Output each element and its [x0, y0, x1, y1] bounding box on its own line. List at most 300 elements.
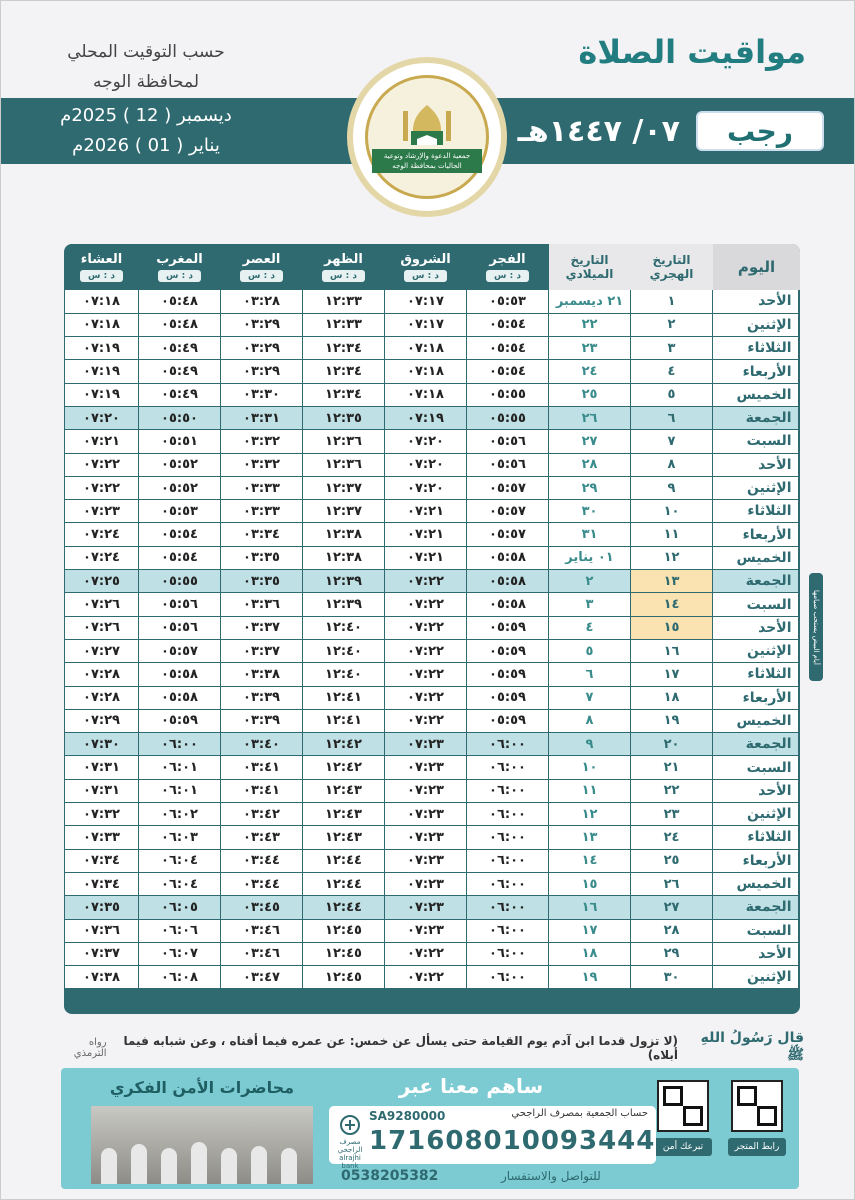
isha-time-cell: ٠٧:٢٢: [65, 476, 139, 499]
hadith-speaker: قال رَسُولُ اللهِ ﷺ: [700, 1030, 804, 1063]
fajr-time-cell: ٠٥:٥٧: [467, 523, 549, 546]
isha-time-cell: ٠٧:٢١: [65, 430, 139, 453]
dhuhr-time-cell: ١٢:٤٥: [303, 919, 385, 942]
greg-line2: يناير ( 01 ) 2026م: [72, 135, 220, 156]
local-time-line2: لمحافظة الوجه: [92, 72, 200, 92]
footer-banner: [61, 1068, 799, 1189]
isha-time-cell: ٠٧:٣٤: [65, 849, 139, 872]
col-maghrib: المغرب د : س: [139, 244, 221, 290]
maghrib-time-cell: ٠٥:٥٩: [139, 709, 221, 732]
shuruq-time-cell: ٠٧:١٧: [385, 290, 467, 313]
isha-time-cell: ٠٧:٣١: [65, 779, 139, 802]
lecture-title: محاضرات الأمن الفكري: [109, 1078, 295, 1097]
col-hijri: التاريخ الهجري: [631, 244, 713, 290]
table-row: [65, 663, 801, 686]
asr-time-cell: ٠٣:٤١: [221, 756, 303, 779]
hijri-date-cell: ١٠: [631, 500, 713, 523]
asr-time-cell: ٠٣:٤٦: [221, 942, 303, 965]
day-cell: الخميس: [713, 872, 801, 895]
day-cell: الثلاثاء: [713, 826, 801, 849]
mosque-icon: [397, 101, 457, 149]
day-cell: الأحد: [713, 290, 801, 313]
day-cell: الإثنين: [713, 476, 801, 499]
day-cell: الثلاثاء: [713, 663, 801, 686]
isha-time-cell: ٠٧:٢٦: [65, 593, 139, 616]
fajr-time-cell: ٠٦:٠٠: [467, 803, 549, 826]
dhuhr-time-cell: ١٢:٤٠: [303, 616, 385, 639]
dhuhr-time-cell: ١٢:٣٦: [303, 430, 385, 453]
gregorian-date-cell: ١٤: [549, 849, 631, 872]
shuruq-time-cell: ٠٧:٢٢: [385, 966, 467, 989]
fajr-time-cell: ٠٥:٥٦: [467, 430, 549, 453]
asr-time-cell: ٠٣:٢٩: [221, 337, 303, 360]
col-asr: العصر د : س: [221, 244, 303, 290]
asr-time-cell: ٠٣:٣٤: [221, 523, 303, 546]
day-cell: الأحد: [713, 942, 801, 965]
table-row: [65, 430, 801, 453]
fajr-time-cell: ٠٥:٥٤: [467, 337, 549, 360]
gregorian-months: [41, 99, 251, 165]
table-row: [65, 593, 801, 616]
fajr-time-cell: ٠٥:٥٨: [467, 546, 549, 569]
asr-time-cell: ٠٣:٣٣: [221, 500, 303, 523]
isha-time-cell: ٠٧:٢٠: [65, 406, 139, 429]
fajr-time-cell: ٠٦:٠٠: [467, 919, 549, 942]
hijri-date-cell: ٢١: [631, 756, 713, 779]
fajr-time-cell: ٠٥:٥٩: [467, 616, 549, 639]
day-cell: الجمعة: [713, 570, 801, 593]
maghrib-time-cell: ٠٥:٤٨: [139, 313, 221, 336]
gregorian-date-cell: ٢٥: [549, 383, 631, 406]
shuruq-time-cell: ٠٧:١٨: [385, 383, 467, 406]
isha-time-cell: ٠٧:١٨: [65, 313, 139, 336]
asr-time-cell: ٠٣:٣٥: [221, 546, 303, 569]
hijri-date-cell: ٢٠: [631, 733, 713, 756]
table-row: [65, 756, 801, 779]
hijri-date-cell: ٣: [631, 337, 713, 360]
asr-time-cell: ٠٣:٢٨: [221, 290, 303, 313]
day-cell: الأحد: [713, 779, 801, 802]
dhuhr-time-cell: ١٢:٣٨: [303, 546, 385, 569]
gregorian-date-cell: ٢٨: [549, 453, 631, 476]
maghrib-time-cell: ٠٦:٠١: [139, 756, 221, 779]
shuruq-time-cell: ٠٧:٢٣: [385, 826, 467, 849]
hijri-date-cell: ٢٩: [631, 942, 713, 965]
asr-time-cell: ٠٣:٣٨: [221, 663, 303, 686]
dhuhr-time-cell: ١٢:٤٥: [303, 942, 385, 965]
dhuhr-time-cell: ١٢:٣٥: [303, 406, 385, 429]
isha-time-cell: ٠٧:٣١: [65, 756, 139, 779]
asr-time-cell: ٠٣:٤١: [221, 779, 303, 802]
gregorian-date-cell: ٢٣: [549, 337, 631, 360]
table-row: [65, 803, 801, 826]
day-cell: الخميس: [713, 709, 801, 732]
dhuhr-time-cell: ١٢:٤٢: [303, 756, 385, 779]
maghrib-time-cell: ٠٥:٤٩: [139, 383, 221, 406]
gregorian-date-cell: ٢٩: [549, 476, 631, 499]
bank-account-box: [329, 1106, 656, 1170]
shuruq-time-cell: ٠٧:٢١: [385, 523, 467, 546]
day-cell: الخميس: [713, 546, 801, 569]
store-qr-code[interactable]: [731, 1080, 783, 1132]
isha-time-cell: ٠٧:٢٤: [65, 523, 139, 546]
gregorian-date-cell: ٦: [549, 663, 631, 686]
fajr-time-cell: ٠٦:٠٠: [467, 826, 549, 849]
asr-time-cell: ٠٣:٣٩: [221, 709, 303, 732]
maghrib-time-cell: ٠٥:٥٣: [139, 500, 221, 523]
dhuhr-time-cell: ١٢:٣٣: [303, 313, 385, 336]
table-row: [65, 826, 801, 849]
phone-number[interactable]: 0538205382: [341, 1168, 439, 1184]
isha-time-cell: ٠٧:٢٤: [65, 546, 139, 569]
dhuhr-time-cell: ١٢:٣٧: [303, 500, 385, 523]
dhuhr-time-cell: ١٢:٤٣: [303, 779, 385, 802]
gregorian-date-cell: ٢١ ديسمبر: [549, 290, 631, 313]
asr-time-cell: ٠٣:٣٦: [221, 593, 303, 616]
maghrib-time-cell: ٠٦:٠٤: [139, 849, 221, 872]
hadith-text: (لا تزول قدما ابن آدم يوم القيامة حتى يسأل عن خمس: عن عمره فيما أفناه ، وعن شبابه فيما أبلاه): [123, 1034, 678, 1062]
table-row: [65, 313, 801, 336]
asr-time-cell: ٠٣:٣٢: [221, 430, 303, 453]
gregorian-date-cell: ١٧: [549, 919, 631, 942]
table-row: [65, 709, 801, 732]
col-isha: العشاء د : س: [65, 244, 139, 290]
maghrib-time-cell: ٠٦:٠٢: [139, 803, 221, 826]
table-row: [65, 919, 801, 942]
shuruq-time-cell: ٠٧:٢٣: [385, 919, 467, 942]
day-cell: السبت: [713, 919, 801, 942]
shuruq-time-cell: ٠٧:٢٢: [385, 570, 467, 593]
maghrib-time-cell: ٠٦:٠٠: [139, 733, 221, 756]
maghrib-time-cell: ٠٥:٥٨: [139, 663, 221, 686]
gregorian-date-cell: ٢٦: [549, 406, 631, 429]
isha-time-cell: ٠٧:٣٤: [65, 872, 139, 895]
day-cell: الأحد: [713, 453, 801, 476]
hijri-date-cell: ٢٨: [631, 919, 713, 942]
hijri-date-cell: ١٥: [631, 616, 713, 639]
shuruq-time-cell: ٠٧:٢١: [385, 546, 467, 569]
day-cell: الخميس: [713, 383, 801, 406]
prayer-table: [64, 244, 800, 1014]
shuruq-time-cell: ٠٧:٢٣: [385, 872, 467, 895]
donate-title: ساهم معنا عبر: [398, 1074, 544, 1098]
fajr-time-cell: ٠٥:٥٧: [467, 476, 549, 499]
hijri-date-cell: ٢٦: [631, 872, 713, 895]
hijri-date-cell: ١٦: [631, 639, 713, 662]
isha-time-cell: ٠٧:٣٠: [65, 733, 139, 756]
gregorian-date-cell: ٨: [549, 709, 631, 732]
isha-time-cell: ٠٧:١٨: [65, 290, 139, 313]
shuruq-time-cell: ٠٧:٢٣: [385, 779, 467, 802]
donate-qr-code[interactable]: [657, 1080, 709, 1132]
dhuhr-time-cell: ١٢:٣٤: [303, 337, 385, 360]
hijri-date-cell: ١١: [631, 523, 713, 546]
fajr-time-cell: ٠٦:٠٠: [467, 896, 549, 919]
table-row: [65, 453, 801, 476]
dhuhr-time-cell: ١٢:٣٩: [303, 593, 385, 616]
page-title: مواقيت الصلاة: [578, 33, 806, 71]
shuruq-time-cell: ٠٧:٢٢: [385, 639, 467, 662]
account-number: 171608010093444: [369, 1126, 656, 1156]
shuruq-time-cell: ٠٧:٢٢: [385, 593, 467, 616]
gregorian-date-cell: ١٠: [549, 756, 631, 779]
fajr-time-cell: ٠٥:٥٩: [467, 686, 549, 709]
asr-time-cell: ٠٣:٤٤: [221, 872, 303, 895]
hadith-source: رواه الترمذي: [73, 1037, 107, 1059]
shuruq-time-cell: ٠٧:٢٢: [385, 942, 467, 965]
table-row: [65, 733, 801, 756]
shuruq-time-cell: ٠٧:٢٣: [385, 849, 467, 872]
asr-time-cell: ٠٣:٣٧: [221, 616, 303, 639]
table-row: [65, 383, 801, 406]
shuruq-time-cell: ٠٧:٢١: [385, 500, 467, 523]
hijri-year: ٠٧/ ١٤٤٧هـ: [517, 113, 680, 149]
gregorian-date-cell: ٢: [549, 570, 631, 593]
day-cell: الإثنين: [713, 803, 801, 826]
local-time-line1: حسب التوقيت المحلي: [67, 42, 225, 62]
hijri-date-cell: ٣٠: [631, 966, 713, 989]
gregorian-date-cell: ٢٧: [549, 430, 631, 453]
hijri-date-cell: ٥: [631, 383, 713, 406]
hijri-date-cell: ١٨: [631, 686, 713, 709]
iban-prefix: SA9280000: [369, 1109, 446, 1123]
hijri-date-cell: ٢٥: [631, 849, 713, 872]
shuruq-time-cell: ٠٧:٢٣: [385, 756, 467, 779]
shuruq-time-cell: ٠٧:٢٢: [385, 663, 467, 686]
hijri-date-cell: ٢٧: [631, 896, 713, 919]
maghrib-time-cell: ٠٥:٤٩: [139, 337, 221, 360]
hijri-date-cell: ٢٤: [631, 826, 713, 849]
isha-time-cell: ٠٧:٣٧: [65, 942, 139, 965]
hijri-date-cell: ٢: [631, 313, 713, 336]
isha-time-cell: ٠٧:٢٧: [65, 639, 139, 662]
hijri-date-cell: ١: [631, 290, 713, 313]
fajr-time-cell: ٠٥:٥٩: [467, 639, 549, 662]
asr-time-cell: ٠٣:٤٠: [221, 733, 303, 756]
day-cell: السبت: [713, 756, 801, 779]
fajr-time-cell: ٠٥:٥٨: [467, 593, 549, 616]
dhuhr-time-cell: ١٢:٣٧: [303, 476, 385, 499]
table-row: [65, 942, 801, 965]
gregorian-date-cell: ٩: [549, 733, 631, 756]
dhuhr-time-cell: ١٢:٤٣: [303, 803, 385, 826]
dhuhr-time-cell: ١٢:٣٤: [303, 383, 385, 406]
table-row: [65, 360, 801, 383]
fajr-time-cell: ٠٦:٠٠: [467, 872, 549, 895]
isha-time-cell: ٠٧:٣٢: [65, 803, 139, 826]
gregorian-date-cell: ٢٤: [549, 360, 631, 383]
hijri-date-cell: ٢٢: [631, 779, 713, 802]
asr-time-cell: ٠٣:٤٣: [221, 826, 303, 849]
isha-time-cell: ٠٧:٢٨: [65, 663, 139, 686]
table-row: [65, 686, 801, 709]
day-cell: السبت: [713, 593, 801, 616]
isha-time-cell: ٠٧:٢٦: [65, 616, 139, 639]
asr-time-cell: ٠٣:٤٢: [221, 803, 303, 826]
shuruq-time-cell: ٠٧:٢٠: [385, 453, 467, 476]
hijri-date-cell: ١٣: [631, 570, 713, 593]
asr-time-cell: ٠٣:٣٧: [221, 639, 303, 662]
hijri-date-cell: ٢٣: [631, 803, 713, 826]
maghrib-time-cell: ٠٦:٠٤: [139, 872, 221, 895]
fajr-time-cell: ٠٥:٥٥: [467, 406, 549, 429]
fajr-time-cell: ٠٦:٠٠: [467, 756, 549, 779]
day-cell: الأربعاء: [713, 849, 801, 872]
asr-time-cell: ٠٣:٣٠: [221, 383, 303, 406]
lecture-photo: [91, 1106, 313, 1184]
col-dhuhr: الظهر د : س: [303, 244, 385, 290]
day-cell: الأربعاء: [713, 360, 801, 383]
gregorian-date-cell: ٣: [549, 593, 631, 616]
maghrib-time-cell: ٠٥:٥٦: [139, 593, 221, 616]
hijri-date-cell: ٨: [631, 453, 713, 476]
shuruq-time-cell: ٠٧:١٨: [385, 337, 467, 360]
isha-time-cell: ٠٧:٣٦: [65, 919, 139, 942]
fajr-time-cell: ٠٥:٥٨: [467, 570, 549, 593]
asr-time-cell: ٠٣:٣٢: [221, 453, 303, 476]
maghrib-time-cell: ٠٥:٥٢: [139, 476, 221, 499]
isha-time-cell: ٠٧:٢٨: [65, 686, 139, 709]
hijri-date-cell: ٩: [631, 476, 713, 499]
day-cell: الثلاثاء: [713, 500, 801, 523]
table-header: [65, 244, 801, 290]
table-row: [65, 337, 801, 360]
maghrib-time-cell: ٠٥:٥١: [139, 430, 221, 453]
fajr-time-cell: ٠٥:٥٥: [467, 383, 549, 406]
maghrib-time-cell: ٠٥:٥٦: [139, 616, 221, 639]
isha-time-cell: ٠٧:١٩: [65, 383, 139, 406]
dhuhr-time-cell: ١٢:٣٣: [303, 290, 385, 313]
bank-account-label: حساب الجمعية بمصرف الراجحي: [511, 1108, 648, 1119]
dhuhr-time-cell: ١٢:٤٠: [303, 663, 385, 686]
table-row: [65, 500, 801, 523]
asr-time-cell: ٠٣:٤٤: [221, 849, 303, 872]
isha-time-cell: ٠٧:٢٥: [65, 570, 139, 593]
table-row: [65, 616, 801, 639]
asr-time-cell: ٠٣:٤٧: [221, 966, 303, 989]
maghrib-time-cell: ٠٥:٤٨: [139, 290, 221, 313]
hijri-date-cell: ١٧: [631, 663, 713, 686]
asr-time-cell: ٠٣:٢٩: [221, 360, 303, 383]
fajr-time-cell: ٠٥:٥٤: [467, 360, 549, 383]
isha-time-cell: ٠٧:٣٣: [65, 826, 139, 849]
col-shuruq: الشروق د : س: [385, 244, 467, 290]
shuruq-time-cell: ٠٧:١٩: [385, 406, 467, 429]
gregorian-date-cell: ٣٠: [549, 500, 631, 523]
day-cell: الثلاثاء: [713, 337, 801, 360]
table-row: [65, 639, 801, 662]
dhuhr-time-cell: ١٢:٤١: [303, 709, 385, 732]
maghrib-time-cell: ٠٦:٠٨: [139, 966, 221, 989]
hijri-date-cell: ٧: [631, 430, 713, 453]
white-days-note: أيام البيض يستحب صيامها: [809, 573, 823, 681]
bank-icon: [339, 1114, 361, 1136]
fajr-time-cell: ٠٥:٥٤: [467, 313, 549, 336]
hijri-date-cell: ١٢: [631, 546, 713, 569]
dhuhr-time-cell: ١٢:٤٤: [303, 896, 385, 919]
table-row: [65, 523, 801, 546]
gregorian-date-cell: ١٩: [549, 966, 631, 989]
maghrib-time-cell: ٠٥:٥٧: [139, 639, 221, 662]
asr-time-cell: ٠٣:٤٥: [221, 896, 303, 919]
table-row: [65, 872, 801, 895]
isha-time-cell: ٠٧:١٩: [65, 360, 139, 383]
day-cell: الإثنين: [713, 313, 801, 336]
gregorian-date-cell: ٣١: [549, 523, 631, 546]
gregorian-date-cell: ١٣: [549, 826, 631, 849]
shuruq-time-cell: ٠٧:١٨: [385, 360, 467, 383]
fajr-time-cell: ٠٥:٥٦: [467, 453, 549, 476]
dhuhr-time-cell: ١٢:٣٩: [303, 570, 385, 593]
gregorian-date-cell: ١٦: [549, 896, 631, 919]
gregorian-date-cell: ٢٢: [549, 313, 631, 336]
shuruq-time-cell: ٠٧:١٧: [385, 313, 467, 336]
gregorian-date-cell: ٠١ يناير: [549, 546, 631, 569]
shuruq-time-cell: ٠٧:٢٢: [385, 686, 467, 709]
fajr-time-cell: ٠٦:٠٠: [467, 942, 549, 965]
store-link-label: رابط المتجر: [728, 1138, 786, 1156]
hijri-date-cell: ٦: [631, 406, 713, 429]
gregorian-date-cell: ١٢: [549, 803, 631, 826]
shuruq-time-cell: ٠٧:٢٣: [385, 803, 467, 826]
day-cell: الجمعة: [713, 406, 801, 429]
hijri-date: [518, 111, 824, 151]
table-row: [65, 476, 801, 499]
maghrib-time-cell: ٠٦:٠٦: [139, 919, 221, 942]
asr-time-cell: ٠٣:٣٣: [221, 476, 303, 499]
isha-time-cell: ٠٧:٣٨: [65, 966, 139, 989]
fajr-time-cell: ٠٦:٠٠: [467, 966, 549, 989]
isha-time-cell: ٠٧:٢٩: [65, 709, 139, 732]
day-cell: الجمعة: [713, 733, 801, 756]
maghrib-time-cell: ٠٥:٥٥: [139, 570, 221, 593]
donate-label: تبرعك أمن: [654, 1138, 712, 1156]
table-row: [65, 896, 801, 919]
association-logo: [347, 57, 507, 217]
fajr-time-cell: ٠٦:٠٠: [467, 849, 549, 872]
shuruq-time-cell: ٠٧:٢٣: [385, 733, 467, 756]
maghrib-time-cell: ٠٥:٤٩: [139, 360, 221, 383]
maghrib-time-cell: ٠٦:٠١: [139, 779, 221, 802]
dhuhr-time-cell: ١٢:٤٢: [303, 733, 385, 756]
maghrib-time-cell: ٠٦:٠٣: [139, 826, 221, 849]
day-cell: الأحد: [713, 616, 801, 639]
fajr-time-cell: ٠٥:٥٩: [467, 709, 549, 732]
shuruq-time-cell: ٠٧:٢٢: [385, 709, 467, 732]
day-cell: الجمعة: [713, 896, 801, 919]
isha-time-cell: ٠٧:٢٣: [65, 500, 139, 523]
col-fajr: الفجر د : س: [467, 244, 549, 290]
gregorian-date-cell: ٤: [549, 616, 631, 639]
table-row: [65, 570, 801, 593]
logo-emblem: [365, 75, 489, 199]
maghrib-time-cell: ٠٥:٥٤: [139, 523, 221, 546]
asr-time-cell: ٠٣:٤٦: [221, 919, 303, 942]
gregorian-date-cell: ٥: [549, 639, 631, 662]
dhuhr-time-cell: ١٢:٤٤: [303, 849, 385, 872]
col-day: اليوم: [713, 244, 801, 290]
day-cell: الإثنين: [713, 966, 801, 989]
hijri-date-cell: ١٤: [631, 593, 713, 616]
shuruq-time-cell: ٠٧:٢٠: [385, 430, 467, 453]
hijri-month: رجب: [696, 111, 824, 151]
col-gregorian: التاريخ الميلادي: [549, 244, 631, 290]
day-cell: السبت: [713, 430, 801, 453]
dhuhr-time-cell: ١٢:٤٠: [303, 639, 385, 662]
dhuhr-time-cell: ١٢:٣٦: [303, 453, 385, 476]
dhuhr-time-cell: ١٢:٤٣: [303, 826, 385, 849]
shuruq-time-cell: ٠٧:٢٣: [385, 896, 467, 919]
